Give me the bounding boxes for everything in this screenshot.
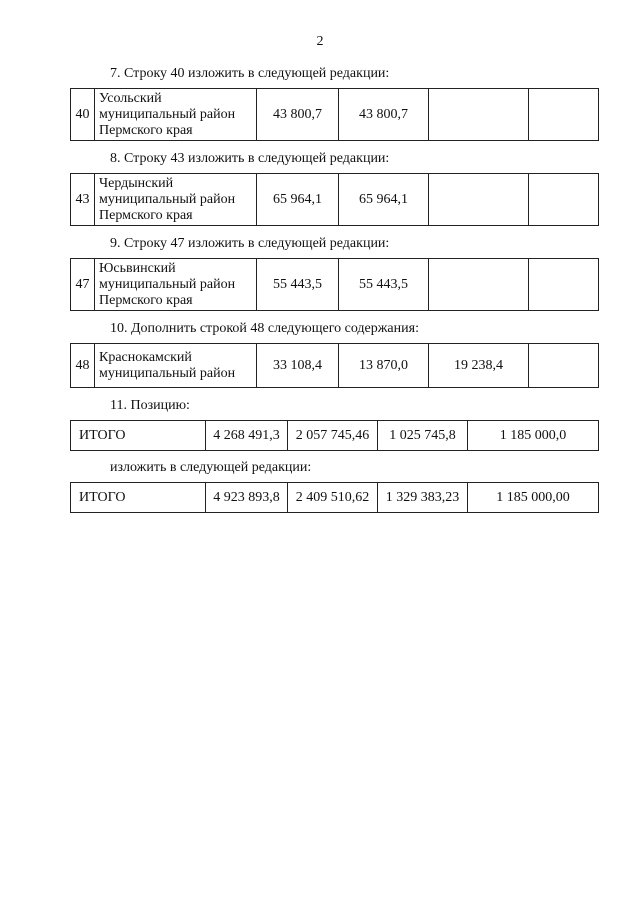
district-name-line: Пермского края: [99, 207, 193, 223]
value-cell-4: [529, 89, 599, 141]
district-name: [95, 174, 257, 226]
total-value-3: 1 329 383,23: [378, 483, 468, 513]
value-cell-1: 65 964,1: [257, 174, 339, 226]
value-cell-1: 33 108,4: [257, 344, 339, 388]
district-name-line: Пермского края: [99, 292, 193, 308]
section-10-heading: 10. Дополнить строкой 48 следующего содержания:: [110, 321, 419, 336]
total-new-table: [70, 482, 599, 513]
value-cell-3: 19 238,4: [429, 344, 529, 388]
district-name-line: Усольский: [99, 90, 162, 106]
value-cell-3: [429, 259, 529, 311]
total-value-1: 4 923 893,8: [206, 483, 288, 513]
page-number: 2: [316, 34, 324, 49]
total-value-2: 2 409 510,62: [288, 483, 378, 513]
district-name-line: муниципальный район: [99, 106, 236, 122]
section-7-heading: 7. Строку 40 изложить в следующей редакции:: [110, 66, 390, 81]
district-name-line: муниципальный район: [99, 365, 236, 381]
value-cell-4: [529, 174, 599, 226]
total-value-1: 4 268 491,3: [206, 421, 288, 451]
district-name-line: муниципальный район: [99, 191, 236, 207]
value-cell-3: [429, 89, 529, 141]
total-value-3: 1 025 745,8: [378, 421, 468, 451]
district-name: [95, 89, 257, 141]
district-name-line: Краснокамский: [99, 349, 192, 365]
row-number: 47: [71, 259, 95, 311]
section-9-heading: 9. Строку 47 изложить в следующей редакции:: [110, 236, 390, 251]
total-label: ИТОГО: [71, 483, 206, 513]
district-name-line: Чердынский: [99, 175, 174, 191]
total-value-2: 2 057 745,46: [288, 421, 378, 451]
value-cell-1: 43 800,7: [257, 89, 339, 141]
district-name-line: муниципальный район: [99, 276, 236, 292]
row-number: 40: [71, 89, 95, 141]
value-cell-2: 65 964,1: [339, 174, 429, 226]
total-value-4: 1 185 000,00: [468, 483, 599, 513]
replace-heading: изложить в следующей редакции:: [110, 460, 312, 475]
row-47-table: [70, 258, 599, 311]
row-48-table: [70, 343, 599, 388]
value-cell-2: 55 443,5: [339, 259, 429, 311]
section-11-heading: 11. Позицию:: [110, 398, 190, 413]
district-name-line: Пермского края: [99, 122, 193, 138]
value-cell-4: [529, 344, 599, 388]
row-40-table: [70, 88, 599, 141]
row-number: 48: [71, 344, 95, 388]
row-43-table: [70, 173, 599, 226]
value-cell-1: 55 443,5: [257, 259, 339, 311]
district-name-line: Юсьвинский: [99, 260, 176, 276]
total-old-table: [70, 420, 599, 451]
value-cell-2: 13 870,0: [339, 344, 429, 388]
section-8-heading: 8. Строку 43 изложить в следующей редакции:: [110, 151, 390, 166]
district-name: [95, 344, 257, 388]
row-number: 43: [71, 174, 95, 226]
value-cell-2: 43 800,7: [339, 89, 429, 141]
total-label: ИТОГО: [71, 421, 206, 451]
value-cell-3: [429, 174, 529, 226]
district-name: [95, 259, 257, 311]
total-value-4: 1 185 000,0: [468, 421, 599, 451]
value-cell-4: [529, 259, 599, 311]
